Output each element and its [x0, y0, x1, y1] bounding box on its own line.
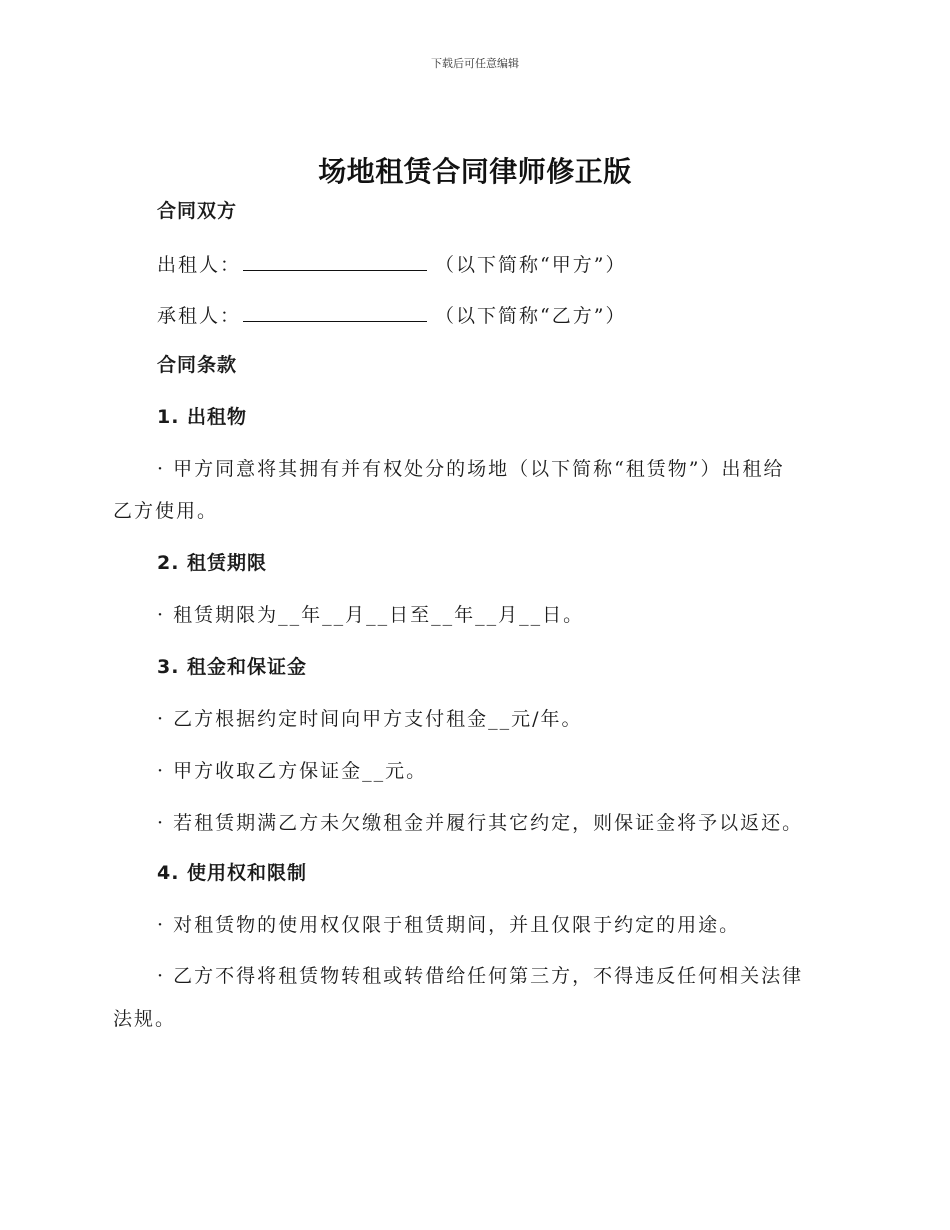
lessee-suffix: （以下简称“乙方”）	[435, 305, 627, 327]
section-heading: 4. 使用权和限制	[157, 862, 308, 884]
clause-line: · 租赁期限为__年__月__日至__年__月__日。	[157, 604, 585, 626]
page-header-note: 下载后可任意编辑	[431, 57, 519, 70]
clause-line: · 对租赁物的使用权仅限于租赁期间，并且仅限于约定的用途。	[157, 914, 741, 936]
section-heading: 1. 出租物	[157, 406, 248, 428]
lessee-line	[157, 299, 626, 330]
clause-line: 乙方使用。	[113, 500, 219, 522]
document-title: 场地租赁合同律师修正版	[318, 155, 632, 188]
clause-line: · 乙方不得将租赁物转租或转借给任何第三方，不得违反任何相关法律	[157, 965, 804, 987]
section-heading: 2. 租赁期限	[157, 552, 268, 574]
clause-line: · 乙方根据约定时间向甲方支付租金__元/年。	[157, 708, 583, 730]
clause-line: · 甲方收取乙方保证金__元。	[157, 760, 428, 782]
section-heading: 3. 租金和保证金	[157, 656, 308, 678]
clause-line: · 若租赁期满乙方未欠缴租金并履行其它约定，则保证金将予以返还。	[157, 812, 804, 834]
parties-heading: 合同双方	[157, 200, 238, 222]
clause-line: · 甲方同意将其拥有并有权处分的场地（以下简称“租赁物”）出租给	[157, 458, 785, 480]
lessee-label: 承租人：	[157, 305, 242, 327]
lessor-blank[interactable]	[243, 248, 427, 271]
lessor-line	[157, 248, 626, 279]
terms-heading: 合同条款	[157, 354, 238, 376]
lessee-blank[interactable]	[243, 299, 427, 322]
lessor-label: 出租人：	[157, 254, 242, 276]
lessor-suffix: （以下简称“甲方”）	[435, 254, 627, 276]
clause-line: 法规。	[113, 1008, 177, 1030]
